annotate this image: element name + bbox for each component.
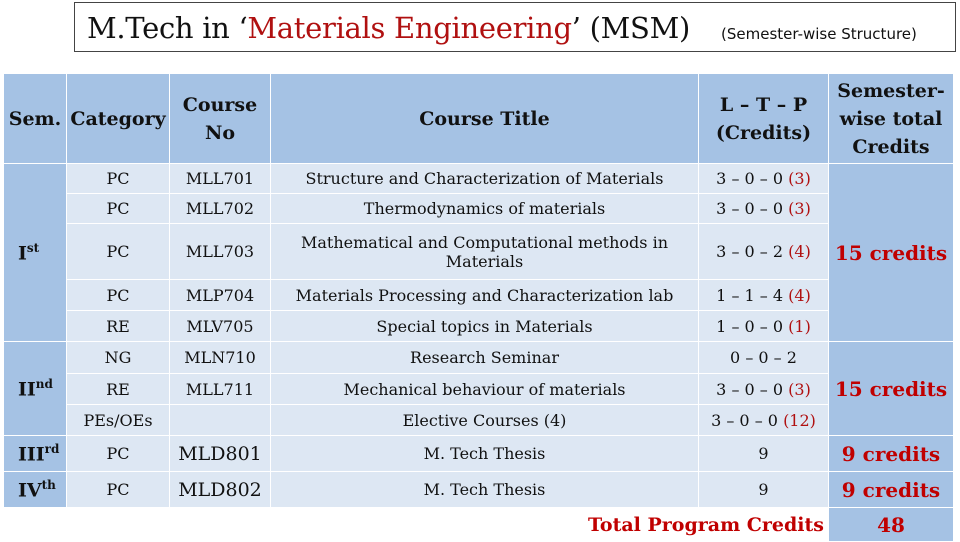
semester-total-cell: 15 credits	[829, 342, 954, 436]
category-cell: PC	[67, 164, 170, 194]
course-structure-table	[3, 73, 954, 542]
header-ltp: L – T – P (Credits)	[699, 74, 829, 164]
category-cell: NG	[67, 342, 170, 374]
semester-cell: Ist	[4, 164, 67, 342]
ltp-cell: 3 – 0 – 0 (12)	[699, 405, 829, 436]
table-row	[4, 374, 954, 405]
course-no-cell: MLL702	[170, 194, 271, 224]
category-cell: RE	[67, 374, 170, 405]
table-header-row	[4, 74, 954, 164]
ltp-cell: 3 – 0 – 2 (4)	[699, 224, 829, 280]
course-no-cell	[170, 405, 271, 436]
course-no-cell: MLD801	[170, 436, 271, 472]
semester-cell: IVth	[4, 472, 67, 508]
course-no-cell: MLN710	[170, 342, 271, 374]
semester-total-cell: 9 credits	[829, 472, 954, 508]
course-no-cell: MLL711	[170, 374, 271, 405]
header-total-credits: Semester-wise total Credits	[829, 74, 954, 164]
course-no-cell: MLV705	[170, 311, 271, 342]
ltp-cell: 3 – 0 – 0 (3)	[699, 164, 829, 194]
table-row	[4, 280, 954, 311]
header-category: Category	[67, 74, 170, 164]
semester-cell: IInd	[4, 342, 67, 436]
course-title-cell: Materials Processing and Characterization lab	[271, 280, 699, 311]
ltp-cell: 9	[699, 472, 829, 508]
slide-subtitle: (Semester-wise Structure)	[721, 25, 917, 43]
header-sem: Sem.	[4, 74, 67, 164]
total-program-credits-label: Total Program Credits	[4, 508, 829, 542]
table-row	[4, 436, 954, 472]
category-cell: PC	[67, 194, 170, 224]
semester-total-cell: 15 credits	[829, 164, 954, 342]
table-row	[4, 224, 954, 280]
course-title-cell: Structure and Characterization of Materials	[271, 164, 699, 194]
semester-total-cell: 9 credits	[829, 436, 954, 472]
category-cell: PC	[67, 436, 170, 472]
total-row	[4, 508, 954, 542]
course-title-cell: Mathematical and Computational methods in Materials	[271, 224, 699, 280]
course-title-cell: M. Tech Thesis	[271, 472, 699, 508]
category-cell: PC	[67, 224, 170, 280]
category-cell: RE	[67, 311, 170, 342]
course-no-cell: MLP704	[170, 280, 271, 311]
semester-cell: IIIrd	[4, 436, 67, 472]
ltp-cell: 0 – 0 – 2	[699, 342, 829, 374]
course-no-cell: MLL703	[170, 224, 271, 280]
slide-title: M.Tech in ‘Materials Engineering’ (MSM)	[87, 11, 691, 45]
course-title-cell: Special topics in Materials	[271, 311, 699, 342]
header-course-title: Course Title	[271, 74, 699, 164]
course-title-cell: M. Tech Thesis	[271, 436, 699, 472]
header-course-no: Course No	[170, 74, 271, 164]
table-row	[4, 405, 954, 436]
table-row	[4, 472, 954, 508]
slide-title-box	[74, 2, 956, 52]
ltp-cell: 9	[699, 436, 829, 472]
total-program-credits-value: 48	[829, 508, 954, 542]
course-title-cell: Thermodynamics of materials	[271, 194, 699, 224]
table-row	[4, 164, 954, 194]
title-highlight: Materials Engineering	[247, 11, 572, 45]
category-cell: PC	[67, 472, 170, 508]
category-cell: PEs/OEs	[67, 405, 170, 436]
course-title-cell: Mechanical behaviour of materials	[271, 374, 699, 405]
category-cell: PC	[67, 280, 170, 311]
ltp-cell: 3 – 0 – 0 (3)	[699, 194, 829, 224]
ltp-cell: 1 – 0 – 0 (1)	[699, 311, 829, 342]
course-no-cell: MLD802	[170, 472, 271, 508]
ltp-cell: 3 – 0 – 0 (3)	[699, 374, 829, 405]
table-row	[4, 342, 954, 374]
course-title-cell: Research Seminar	[271, 342, 699, 374]
course-no-cell: MLL701	[170, 164, 271, 194]
course-title-cell: Elective Courses (4)	[271, 405, 699, 436]
table-row	[4, 311, 954, 342]
ltp-cell: 1 – 1 – 4 (4)	[699, 280, 829, 311]
table-row	[4, 194, 954, 224]
